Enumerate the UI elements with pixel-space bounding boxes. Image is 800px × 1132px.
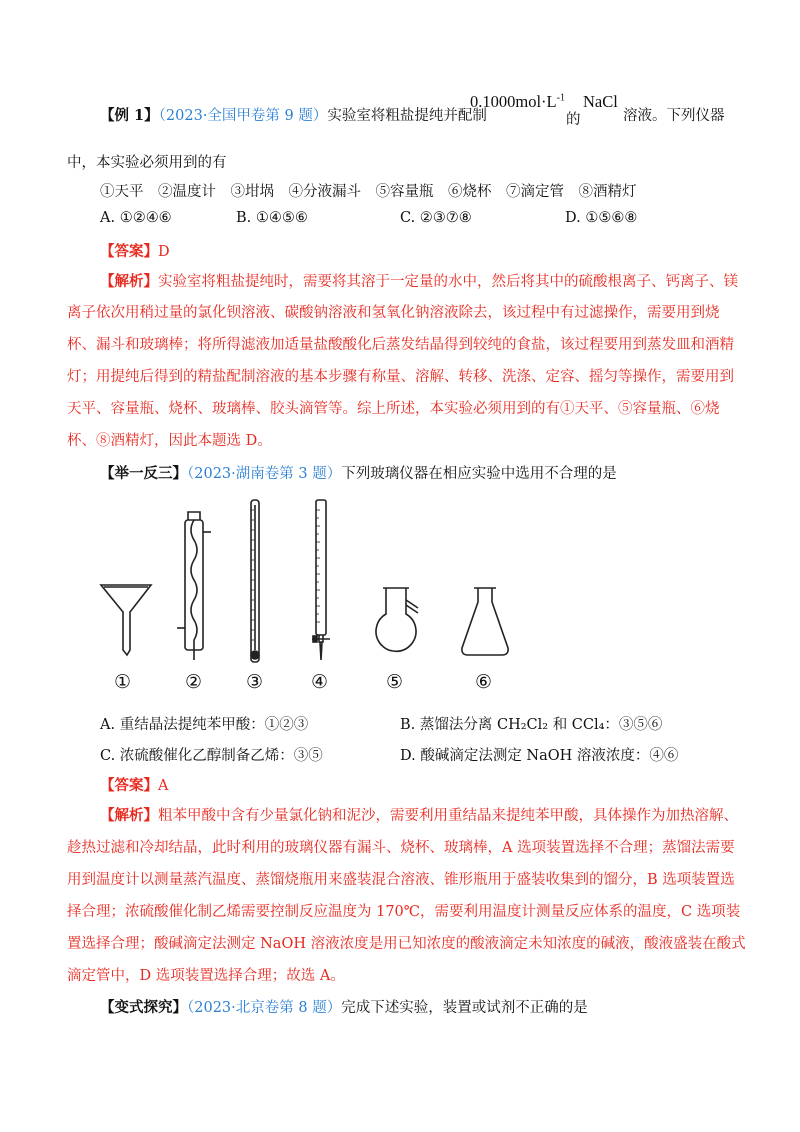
ex2-answer-tag: 【答案】 (100, 777, 158, 794)
label-5: ⑤ (386, 671, 404, 693)
ex2-analysis-line4: 择合理；浓硫酸催化制乙烯需要控制反应温度为 170℃，需要利用温度计测量反应体系的温度，C 选项装 (67, 904, 741, 920)
ex1-option-a: A. ①②④⑥ (100, 210, 172, 226)
ex2-analysis-text-1: 粗苯甲酸中含有少量氯化钠和泥沙，需要利用重结晶来提纯苯甲酸，具体操作为加热溶解、 (158, 808, 738, 824)
ex1-conc-value: 0.1000mol·L (470, 92, 557, 111)
ex1-analysis-line3: 杯、漏斗和玻璃棒；将所得滤液加适量盐酸酸化后蒸发结晶得到较纯的食盐，该过程要用到蒸发皿和酒精 (67, 337, 734, 353)
ex1-stem-de: 的 (566, 112, 581, 128)
ex2-tag: 【举一反三】 (100, 465, 187, 482)
ex1-analysis-line5: 天平、容量瓶、烧杯、玻璃棒、胶头滴管等。综上所述，本实验必须用到的有①天平、⑤容量瓶、⑥烧 (67, 401, 720, 417)
ex2-option-b: B. 蒸馏法分离 CH₂Cl₂ 和 CCl₄：③⑤⑥ (400, 717, 663, 733)
ex2-option-d: D. 酸碱滴定法测定 NaOH 溶液浓度：④⑥ (400, 748, 679, 764)
ex1-analysis-text-1: 实验室将粗盐提纯时，需要将其溶于一定量的水中，然后将其中的硫酸根离子、钙离子、镁 (158, 274, 738, 290)
funnel-icon (101, 585, 151, 655)
ex2-option-a: A. 重结晶法提纯苯甲酸：①②③ (100, 717, 309, 733)
ex1-source: （2023·全国甲卷第 9 题） (158, 108, 328, 124)
label-6: ⑥ (475, 671, 493, 693)
ex1-tag: 【例 1】 (100, 107, 159, 124)
label-2: ② (185, 671, 203, 693)
condenser-icon (177, 512, 211, 660)
burette-icon (312, 500, 330, 660)
ex2-answer-value: A (158, 778, 169, 794)
ex1-stem-line2: 中，本实验必须用到的有 (67, 155, 227, 171)
ex1-nacl: NaCl (583, 92, 618, 111)
ex2-option-c: C. 浓硫酸催化乙醇制备乙烯：③⑤ (100, 748, 323, 764)
ex1-option-d: D. ①⑤⑥⑧ (565, 210, 638, 226)
ex2-analysis-line3: 用到温度计以测量蒸汽温度、蒸馏烧瓶用来盛装混合溶液、锥形瓶用于盛装收集到的馏分，B 选项装置选 (67, 872, 735, 888)
distillation-flask-icon (376, 588, 418, 651)
ex2-answer (100, 774, 168, 795)
ex2-analysis-tag: 【解析】 (100, 807, 158, 824)
ex1-analysis-line2: 离子依次用稍过量的氯化钡溶液、碳酸钠溶液和氢氧化钠溶液除去，该过程中有过滤操作，需要用到烧 (67, 305, 720, 321)
ex2-stem-text: 下列玻璃仪器在相应实验中选用不合理的是 (341, 466, 617, 482)
ex1-option-c: C. ②③⑦⑧ (400, 210, 472, 226)
ex1-stem-a: 实验室将粗盐提纯并配制 (327, 108, 487, 124)
ex1-answer-tag: 【答案】 (100, 243, 158, 260)
ex2-analysis-line5: 置选择合理；酸碱滴定法测定 NaOH 溶液浓度是用已知浓度的酸液滴定未知浓度的碱液，酸液盛装在酸式 (67, 936, 746, 952)
label-1: ① (114, 671, 132, 693)
ex1-stem-c: 溶液。下列仪器 (623, 108, 725, 124)
ex1-analysis-line4: 灯；用提纯后得到的精盐配制溶液的基本步骤有称量、溶解、转移、洗涤、定容、摇匀等操作，需要用到 (67, 369, 734, 385)
ex1-items: ①天平 ②温度计 ③坩埚 ④分液漏斗 ⑤容量瓶 ⑥烧杯 ⑦滴定管 ⑧酒精灯 (100, 184, 637, 200)
ex2-analysis-line2: 趁热过滤和冷却结晶，此时利用的玻璃仪器有漏斗、烧杯、玻璃棒，A 选项装置选择不合理；蒸馏法需要 (67, 840, 735, 856)
ex3-tag: 【变式探究】 (100, 999, 187, 1016)
label-4: ④ (311, 671, 329, 693)
ex3-stem-text: 完成下述实验，装置或试剂不正确的是 (341, 1000, 588, 1016)
ex1-analysis-line6: 杯、⑧酒精灯，因此本题选 D。 (67, 433, 272, 449)
ex2-analysis-line6: 滴定管中，D 选项装置选择合理；故选 A。 (67, 968, 345, 984)
erlenmeyer-flask-icon (462, 588, 508, 655)
ex3-source: （2023·北京卷第 8 题） (187, 1000, 342, 1016)
ex1-analysis-tag: 【解析】 (100, 273, 158, 290)
ex2-analysis-line1 (100, 804, 738, 825)
ex2-source: （2023·湖南卷第 3 题） (187, 466, 342, 482)
ex1-answer-value: D (158, 244, 170, 260)
ex3-stem (100, 996, 588, 1017)
thermometer-icon (251, 500, 259, 662)
label-3: ③ (246, 671, 264, 693)
ex1-option-b: B. ①④⑤⑥ (236, 210, 308, 226)
ex1-conc-exponent: -1 (556, 92, 565, 104)
